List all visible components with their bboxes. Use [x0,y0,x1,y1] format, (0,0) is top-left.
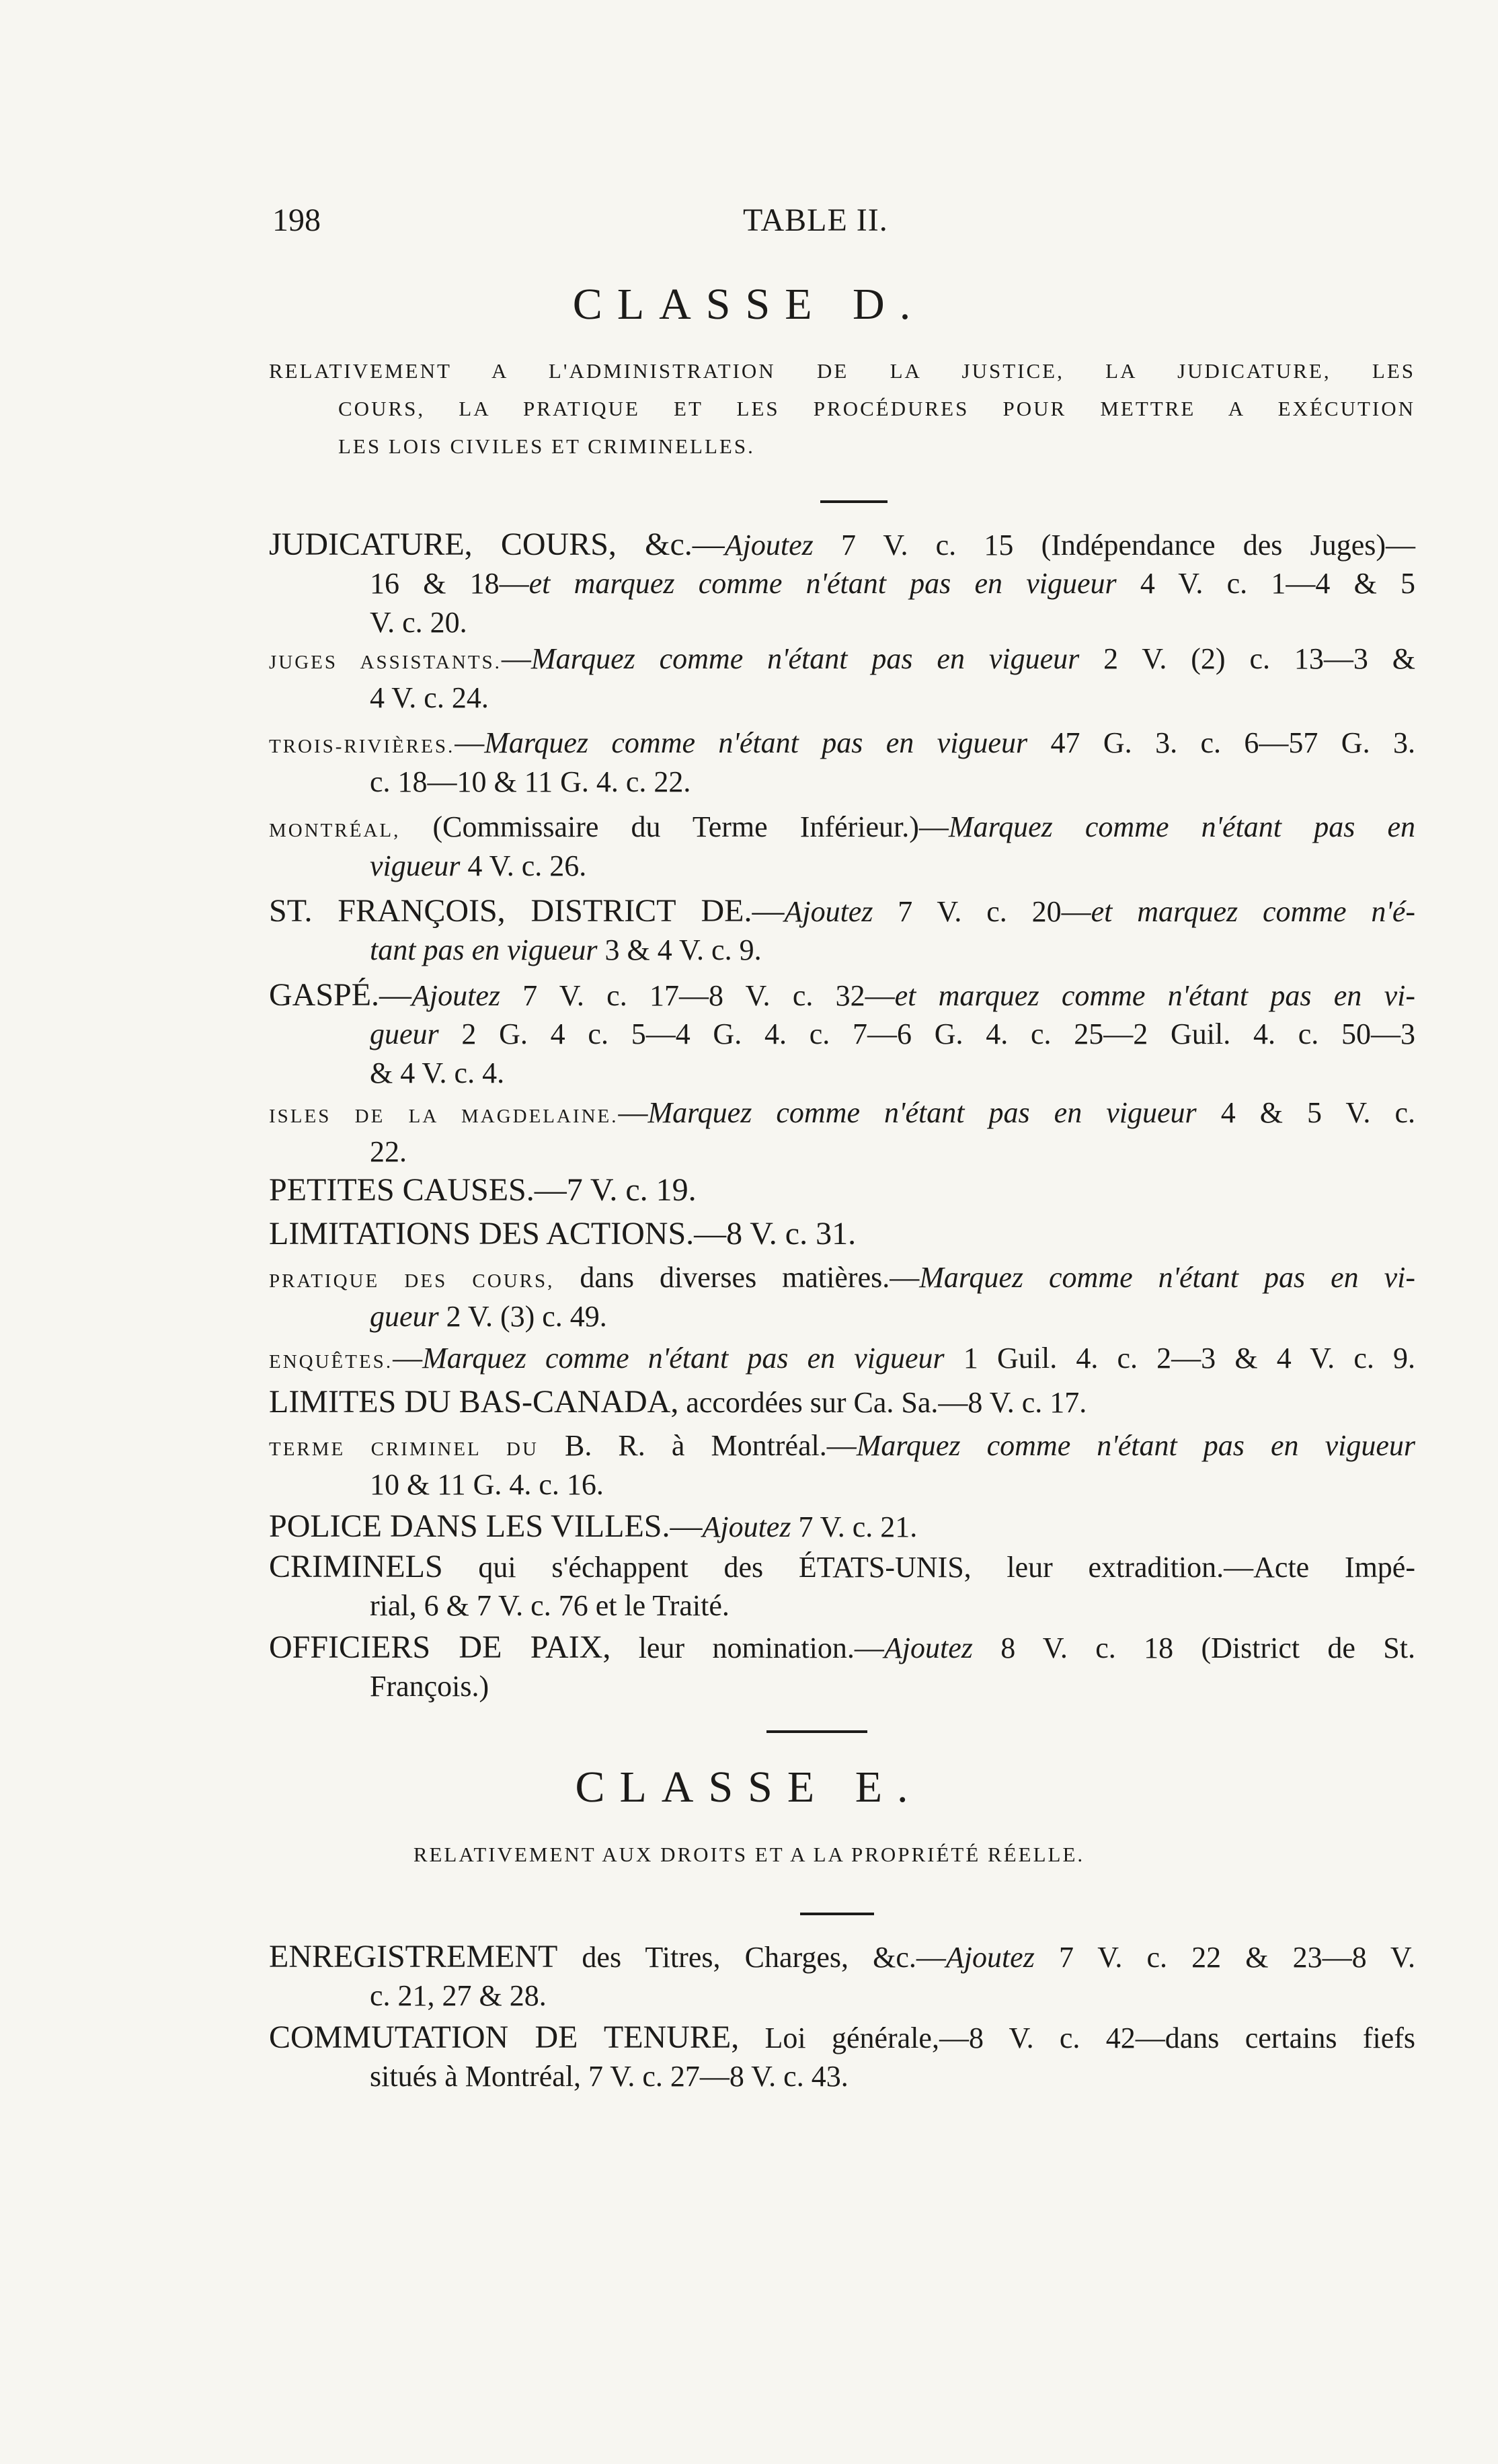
entry-text: 4 V. c. 26. [460,849,587,882]
entry-text: c. 21, 27 & 28. [370,1979,547,2012]
entry-line [370,1666,489,1707]
entry-text: Ajoutez [883,1631,973,1664]
entry-line [269,1214,856,1255]
entry-text: 7 V. c. 17—8 V. c. 32— [500,979,895,1012]
running-head [272,202,1429,242]
entry-text: CRIMINELS [269,1549,443,1584]
entry-text: ISLES DE LA MAGDELAINE. [269,1106,619,1127]
entry-line [269,1170,697,1211]
entry-text: POLICE DANS LES VILLES.— [269,1508,703,1544]
entry-text: Marquez comme n'étant pas en vigueur [422,1342,945,1375]
entry-line [370,1586,730,1626]
entry-line [370,1297,607,1337]
entry-text: — [618,1096,648,1129]
entry-line [370,564,1415,604]
entry-text: François.) [370,1670,489,1703]
entry-line [269,1627,1415,1668]
entry-line [370,1053,504,1093]
entry-line [370,1132,407,1172]
entry-text: 7 V. c. 20— [873,895,1091,928]
entry-text: leur nomination.— [610,1631,884,1664]
entry-text: Marquez comme n'étant pas en vigueur [856,1429,1415,1462]
entry-text: 4 V. c. 1—4 & 5 [1116,567,1416,600]
entry-text: 4 V. c. 24. [370,681,489,714]
entry-text: Ajoutez [784,895,873,928]
entry-text: Ajoutez [945,1941,1035,1974]
section-rule [820,500,888,503]
entry-text: TERME CRIMINEL DU [269,1438,539,1460]
entry-text: 2 V. (3) c. 49. [438,1300,607,1333]
entry-text: LIMITES DU BAS-CANADA, [269,1384,679,1420]
entry-text: GASPÉ.— [269,977,412,1013]
entry-text: dans diverses matières.— [554,1261,920,1294]
entry-text: ST. FRANÇOIS, DISTRICT DE.— [269,893,785,929]
entry-text: 2 V. (2) c. 13—3 & [1079,642,1415,675]
entry-line [269,525,1415,566]
class-e-heading: CLASSE E. [575,1763,923,1812]
entry-text: JUGES ASSISTANTS. [269,652,502,673]
entry-text: qui s'échappent des ÉTATS-UNIS, leur extradition.—Acte Impé- [442,1551,1415,1584]
class-d-subtitle-line-1: RELATIVEMENT A L'ADMINISTRATION DE LA JUSTICE, LA JUDICATURE, LES [269,359,1415,383]
entry-line [269,1547,1415,1588]
entry-text: Loi générale,—8 V. c. 42—dans certains fiefs [739,2022,1415,2054]
entry-line [269,723,1415,767]
entry-text: 3 & 4 V. c. 9. [597,933,762,966]
entry-text: accordées sur Ca. Sa.—8 V. c. 17. [678,1386,1087,1419]
entry-text: 7 V. c. 22 & 23—8 V. [1034,1941,1415,1974]
entry-text: B. R. à Montréal.— [538,1429,857,1462]
entry-text: TROIS-RIVIÈRES. [269,736,455,757]
entry-line [370,678,489,718]
entry-text: c. 18—10 & 11 G. 4. c. 22. [370,765,691,798]
entry-text: Marquez comme n'étant pas en vigueur [647,1096,1197,1129]
entry-line [269,1338,1415,1382]
entry-text: des Titres, Charges, &c.— [557,1941,946,1974]
entry-text: — [455,726,485,759]
entry-text: LIMITATIONS DES ACTIONS.—8 V. c. 31. [269,1216,857,1252]
entry-text: gueur [370,1300,439,1333]
entry-line [269,639,1415,683]
entry-line [370,762,691,802]
entry-text: (Commissaire du Terme Inférieur.)— [400,810,949,843]
entry-text: ENQUÊTES. [269,1351,393,1373]
entry-line [269,891,1415,932]
entry-text: & 4 V. c. 4. [370,1056,505,1089]
entry-text: — [393,1342,423,1375]
entry-text: et marquez comme n'é- [1091,895,1415,928]
entry-text: gueur [370,1017,439,1050]
entry-line [269,807,1415,851]
class-d-subtitle-line-2: COURS, LA PRATIQUE ET LES PROCÉDURES POUR METTRE A EXÉCUTION [338,397,1415,420]
entry-text: V. c. 20. [370,606,467,639]
entry-line [370,603,467,643]
entry-text: 22. [370,1135,407,1168]
entry-text: Ajoutez [702,1510,791,1543]
entry-text: 7 V. c. 21. [791,1510,918,1543]
page-number: 198 [272,202,321,238]
entry-text: ENREGISTREMENT [269,1939,558,1974]
entry-text: Ajoutez [411,979,501,1012]
entry-text: 10 & 11 G. 4. c. 16. [370,1468,604,1501]
entry-line [269,2017,1415,2058]
section-divider-rule [766,1730,867,1733]
entry-text: Marquez comme n'étant pas en vigueur [484,726,1028,759]
entry-line [370,846,586,886]
class-d-heading: CLASSE D. [572,280,926,329]
entry-text: vigueur [370,849,461,882]
entry-text: 7 V. c. 15 (Indépendance des Juges)— [813,529,1415,562]
entry-text: 8 V. c. 18 (District de St. [972,1631,1415,1664]
entry-text: rial, 6 & 7 V. c. 76 et le Traité. [370,1589,730,1622]
entry-line [269,1093,1415,1137]
entry-line [370,930,762,970]
entry-text: et marquez comme n'étant pas en vigueur [528,567,1117,600]
class-d-subtitle-line-3: LES LOIS CIVILES ET CRIMINELLES. [338,434,755,458]
entry-line [269,1426,1415,1469]
entry-line [269,1382,1087,1423]
entry-text: Marquez comme n'étant pas en vi- [919,1261,1415,1294]
entry-line [269,1937,1415,1978]
entry-text: Marquez comme n'étant pas en [948,810,1415,843]
entry-line [269,1258,1415,1301]
entry-text: 2 G. 4 c. 5—4 G. 4. c. 7—6 G. 4. c. 25—2 Guil. 4. c. 50—3 [438,1017,1415,1050]
class-e-rule [800,1913,874,1915]
entry-text: 16 & 18— [370,567,529,600]
entry-line [370,1014,1415,1054]
entry-text: — [501,642,531,675]
entry-text: situés à Montréal, 7 V. c. 27—8 V. c. 43. [370,2060,849,2093]
entry-text: OFFICIERS DE PAIX, [269,1629,611,1665]
entry-line [269,1506,917,1547]
entry-text: PETITES CAUSES.—7 V. c. 19. [269,1172,697,1208]
entry-text: Ajoutez [724,529,814,562]
entry-text: et marquez comme n'étant pas en vi- [894,979,1415,1012]
entry-text: 1 Guil. 4. c. 2—3 & 4 V. c. 9. [944,1342,1415,1375]
entry-line [269,975,1415,1016]
entry-text: JUDICATURE, COURS, &c.— [269,527,725,562]
class-e-subtitle: RELATIVEMENT AUX DROITS ET A LA PROPRIÉTÉ RÉELLE. [413,1843,1085,1866]
running-title: TABLE II. [743,202,888,238]
entry-text: tant pas en vigueur [370,933,598,966]
entry-text: COMMUTATION DE TENURE, [269,2019,740,2055]
entry-text: 4 & 5 V. c. [1196,1096,1416,1129]
entry-line [370,1465,604,1505]
entry-text: 47 G. 3. c. 6—57 G. 3. [1027,726,1415,759]
entry-line [370,1976,547,2016]
entry-line [370,2056,849,2097]
entry-text: PRATIQUE DES COURS, [269,1270,555,1292]
entry-text: MONTRÉAL, [269,820,401,841]
entry-text: Marquez comme n'étant pas en vigueur [530,642,1080,675]
